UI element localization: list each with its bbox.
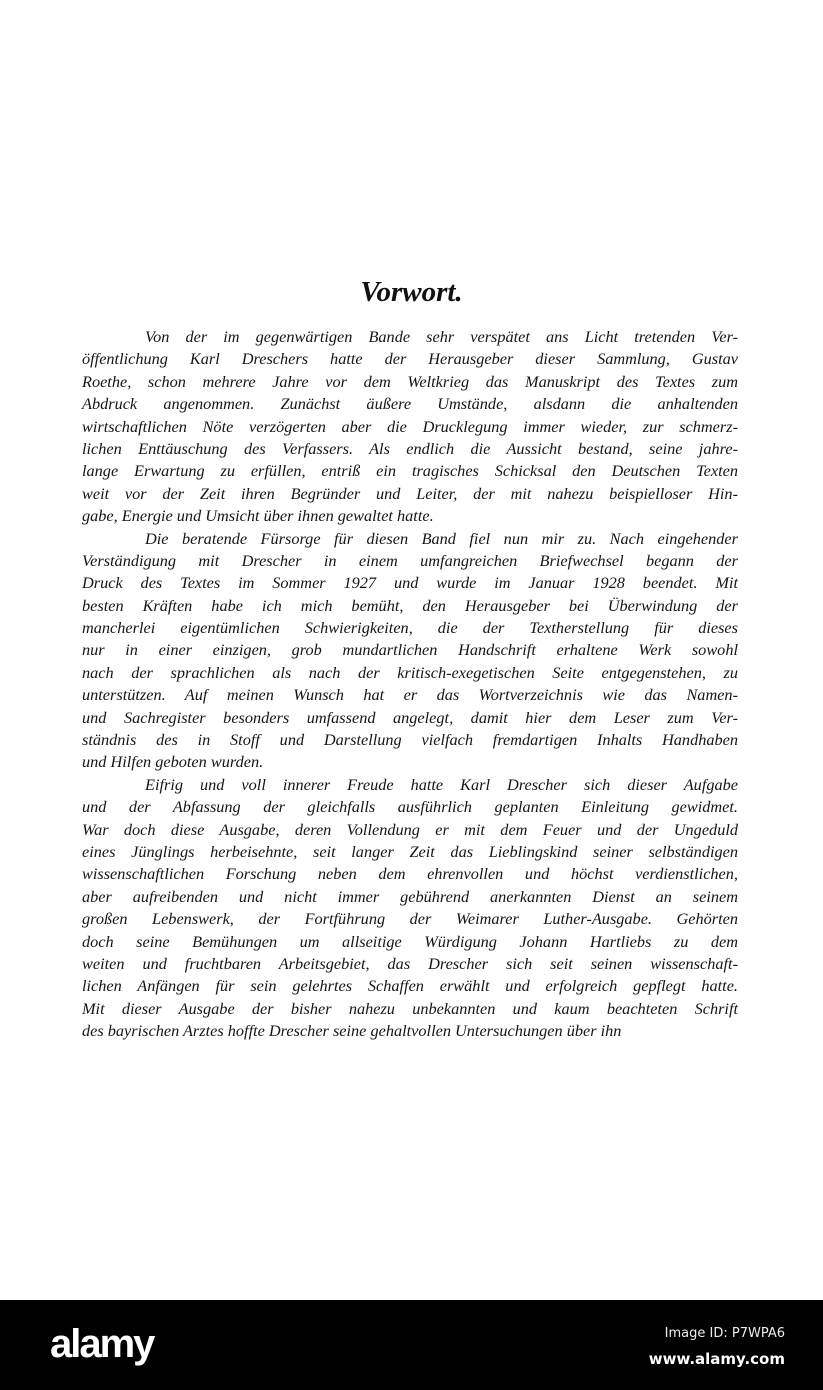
text-line: besten Kräften habe ich mich bemüht, den Herausgeber bei Überwindung der bbox=[82, 595, 738, 615]
text-line: ständnis des in Stoff und Darstellung vielfach fremdartigen Inhalts Handhaben bbox=[82, 730, 738, 750]
alamy-logo: alamy bbox=[50, 1322, 154, 1366]
text-line: eines Jünglings herbeisehnte, seit langer Zeit das Lieblingskind seiner selbständigen bbox=[82, 841, 738, 861]
text-line: lichen Enttäuschung des Verfassers. Als endlich die Aussicht bestand, seine jahre- bbox=[82, 438, 738, 458]
text-line: lange Erwartung zu erfüllen, entriß ein tragisches Schicksal den Deutschen Texten bbox=[82, 461, 738, 481]
watermark-bar bbox=[0, 1300, 823, 1390]
text-line: weit vor der Zeit ihren Begründer und Leiter, der mit nahezu beispielloser Hin- bbox=[82, 483, 738, 503]
text-line: wissenschaftlichen Forschung neben dem ehrenvollen und höchst verdienstlichen, bbox=[82, 864, 738, 884]
text-line: Eifrig und voll innerer Freude hatte Karl Drescher sich dieser Aufgabe bbox=[145, 774, 738, 794]
text-line: nur in einer einzigen, grob mundartlichen Handschrift erhaltene Werk sowohl bbox=[82, 640, 738, 660]
text-line: Die beratende Fürsorge für diesen Band fiel nun mir zu. Nach eingehender bbox=[145, 528, 738, 548]
text-line: öffentlichung Karl Dreschers hatte der Herausgeber dieser Sammlung, Gustav bbox=[82, 349, 738, 369]
text-line: Von der im gegenwärtigen Bande sehr verspätet ans Licht tretenden Ver- bbox=[145, 327, 738, 346]
text-line: gabe, Energie und Umsicht über ihnen gewaltet hatte. bbox=[82, 506, 434, 526]
text-line: Mit dieser Ausgabe der bisher nahezu unbekannten und kaum beachteten Schrift bbox=[82, 998, 738, 1018]
text-line: wirtschaftlichen Nöte verzögerten aber die Drucklegung immer wieder, zur schmerz- bbox=[82, 416, 738, 436]
text-line: des bayrischen Arztes hoffte Drescher seine gehaltvollen Untersuchungen über ihn bbox=[82, 1021, 622, 1041]
text-line: Verständigung mit Drescher in einem umfangreichen Briefwechsel begann der bbox=[82, 550, 738, 570]
text-line: nach der sprachlichen als nach der kritisch-exegetischen Seite entgegenstehen, zu bbox=[82, 662, 738, 682]
text-line: weiten und fruchtbaren Arbeitsgebiet, das Drescher sich seit seinen wissenschaft- bbox=[82, 953, 738, 973]
text-line: doch seine Bemühungen um allseitige Würdigung Johann Hartliebs zu dem bbox=[82, 931, 738, 951]
document-body bbox=[82, 326, 738, 1043]
text-line: großen Lebenswerk, der Fortführung der Weimarer Luther-Ausgabe. Gehörten bbox=[82, 909, 738, 929]
text-line: und Hilfen geboten wurden. bbox=[82, 752, 264, 772]
text-line: War doch diese Ausgabe, deren Vollendung er mit dem Feuer und der Ungeduld bbox=[82, 819, 738, 839]
watermark-url: www.alamy.com bbox=[648, 1350, 785, 1368]
text-line: Roethe, schon mehrere Jahre vor dem Weltkrieg das Manuskript des Textes zum bbox=[82, 371, 738, 391]
text-line: unterstützen. Auf meinen Wunsch hat er das Wortverzeichnis wie das Namen- bbox=[82, 685, 738, 705]
paragraph bbox=[82, 326, 738, 528]
image-id-label: Image ID: P7WPA6 bbox=[664, 1326, 785, 1341]
paragraph bbox=[82, 528, 738, 774]
text-line: aber aufreibenden und nicht immer gebührend anerkannten Dienst an seinem bbox=[82, 886, 738, 906]
page-title: Vorwort. bbox=[360, 276, 463, 308]
text-line: mancherlei eigentümlichen Schwierigkeiten, die der Textherstellung für dieses bbox=[82, 618, 738, 638]
text-line: lichen Anfängen für sein gelehrtes Schaffen erwählt und erfolgreich gepflegt hatte. bbox=[82, 976, 738, 996]
text-line: Abdruck angenommen. Zunächst äußere Umstände, alsdann die anhaltenden bbox=[82, 394, 738, 414]
text-line: und Sachregister besonders umfassend angelegt, damit hier dem Leser zum Ver- bbox=[82, 707, 738, 727]
paragraph bbox=[82, 774, 738, 1043]
text-line: und der Abfassung der gleichfalls ausführlich geplanten Einleitung gewidmet. bbox=[82, 797, 738, 817]
text-line: Druck des Textes im Sommer 1927 und wurde im Januar 1928 beendet. Mit bbox=[82, 573, 738, 593]
